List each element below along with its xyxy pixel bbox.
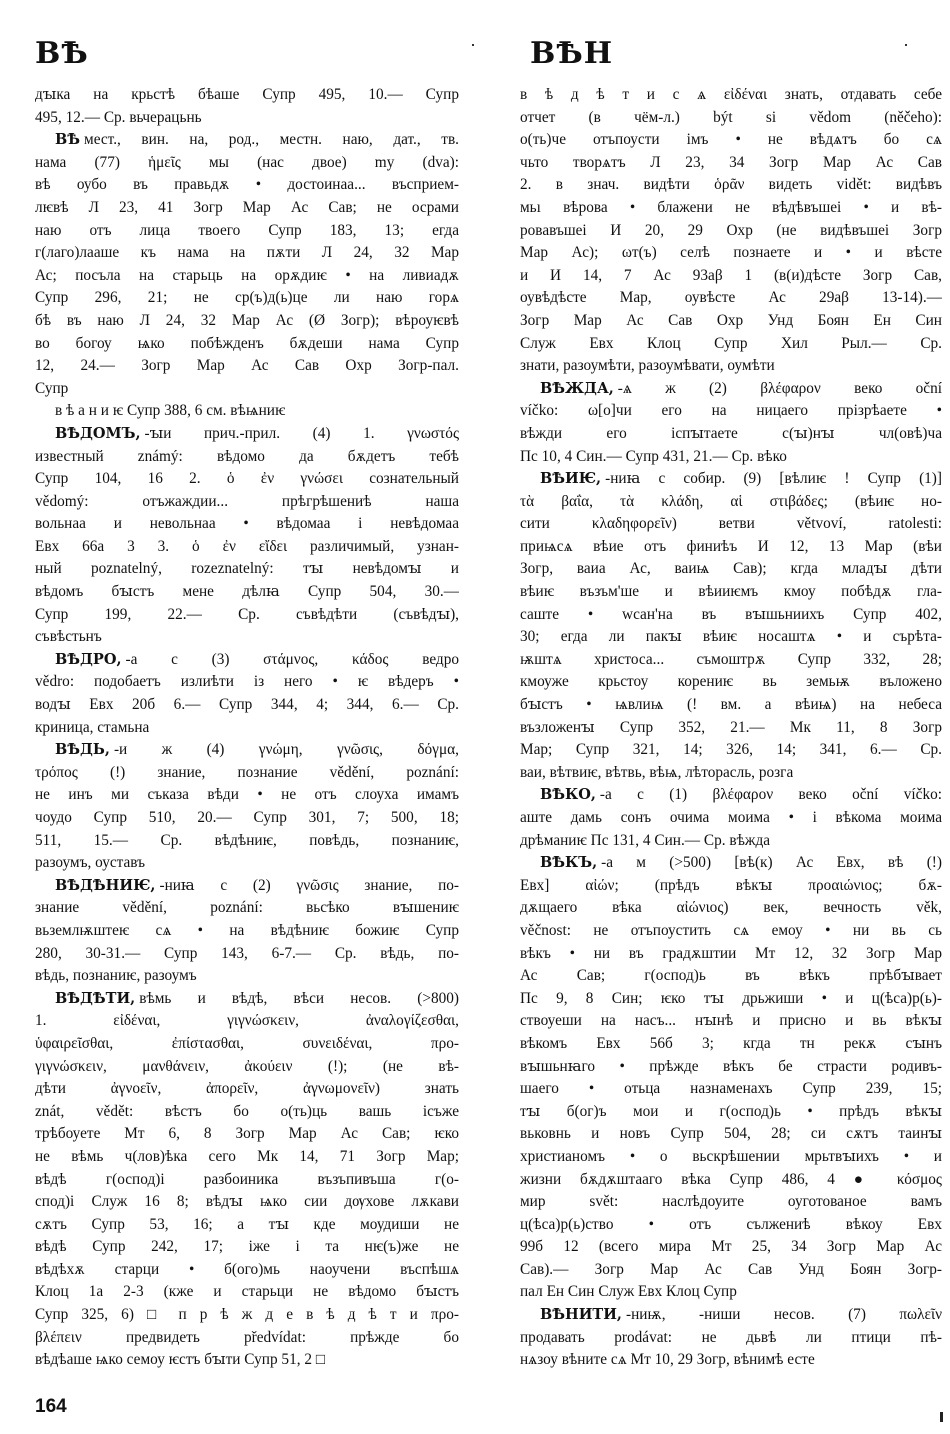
line-text: знати, разоумѣти, разоумѣвати, оумѣти	[520, 357, 775, 375]
text-line	[35, 852, 459, 875]
line-text: мест., вин. на, род., местн. наю, дат., тв.	[84, 131, 459, 149]
text-line	[35, 965, 459, 988]
line-text: вѣдомъ бꙑстъ мене дѣлꙗ Супр 504, 30.—	[35, 583, 459, 601]
dictionary-entry	[520, 378, 942, 468]
line-text: дѣти ἀγνοεῖν, ἀπορεῖν, ἀγνωμονεῖν) знать	[35, 1080, 459, 1098]
line-text: 511, 15.— Ср. вѣдѣниѥ, повѣдь, познаниѥ,	[35, 831, 459, 849]
line-text: -ниꙗ с (2) γνῶσις знание, по-	[159, 876, 459, 894]
line-text: Ас Сав; г(оспод)ь въ вѣкъ прѣбꙑвает	[520, 967, 942, 985]
text-line	[520, 558, 942, 581]
text-line	[35, 129, 459, 152]
text-line	[520, 852, 942, 875]
headword: ВѢДРО,	[55, 650, 122, 668]
text-line	[35, 717, 459, 740]
text-line	[35, 265, 459, 288]
text-line	[520, 1010, 942, 1033]
dictionary-entry	[35, 875, 459, 988]
line-text: 2. в знач. видѣти ὁρᾶν видеть vidět: видѣвъ	[520, 176, 942, 194]
text-line	[35, 197, 459, 220]
line-text: вѣдѣ Супр 242, 17; іже і та нѥ(ъ)же не	[35, 1238, 459, 1256]
text-line	[35, 1327, 459, 1350]
headword: ВѢДЬ,	[55, 741, 110, 759]
line-text: Супр 325, 6) □ п р ѣ ж д е в ѣ д ѣ т и προ-	[35, 1306, 459, 1324]
line-text: нѧзоу вѣните сѧ Мт 10, 29 Зогр, вѣнимѣ есте	[520, 1351, 815, 1369]
text-line	[35, 1101, 459, 1124]
text-line	[520, 84, 942, 107]
entry-text	[35, 84, 459, 129]
text-line	[35, 107, 459, 130]
line-text: отчет (в чём-л.) být si vědom (něčeho):	[520, 108, 942, 126]
text-line	[35, 400, 459, 423]
text-line	[35, 1056, 459, 1079]
line-text: приѩсѧ вѣие отъ финиѣъ И 12, 13 Мар (вѣи	[520, 537, 942, 555]
text-line	[35, 1259, 459, 1282]
text-line	[35, 626, 459, 649]
line-text: Пс 10, 4 Син.— Супр 431, 21.— Ср. вѣко	[520, 447, 787, 465]
line-text: víčko: ω[о]чи его на ницаего прізрѣаете •	[520, 402, 942, 420]
headword: ВѢ	[55, 131, 81, 149]
page-number: 164	[35, 1396, 67, 1417]
line-text: вѣдѣаше ѩко семоу ѥстъ бꙑти Супр 51, 2 □	[35, 1351, 326, 1369]
line-text: -ꙑи прич.-прил. (4) 1. γνωστός	[144, 424, 459, 442]
text-line	[35, 423, 459, 446]
line-text: бꙑстъ • ѩвлиѩ (! вм. а вѣиѩ) на небеса	[520, 696, 942, 714]
text-line	[520, 220, 942, 243]
line-text: Служ Евх Клоц Супр Хил Рыл.— Ср.	[520, 334, 942, 352]
line-text: дрѣманиѥ Пс 131, 4 Син.— Ср. вѣжда	[520, 831, 771, 849]
line-text: 1. εἰδέναι, γιγνώσκειν, ἀναλογίζεσθαι,	[35, 1012, 459, 1030]
line-text: спод)і Служ 16 8; вѣдꙑ ѩко сии дѹхове лѫкави	[35, 1193, 459, 1211]
right-column	[520, 84, 942, 1372]
line-text: -ниꙗ с собир. (9) [вѣлиѥ ! Супр (1)]	[605, 470, 942, 488]
line-text: криница, стамьна	[35, 718, 150, 736]
text-line	[520, 649, 942, 672]
text-line	[520, 897, 942, 920]
text-line	[35, 310, 459, 333]
text-line	[35, 830, 459, 853]
text-line	[35, 875, 459, 898]
dictionary-entry	[35, 988, 459, 1372]
line-text: сити κλαδηφορεῖν) ветви větvoví, ratolesti:	[520, 515, 942, 533]
text-line	[35, 333, 459, 356]
line-text: трѣбоуете Мт 6, 8 Зогр Мар Ас Сав; ѥко	[35, 1125, 459, 1143]
text-line	[35, 739, 459, 762]
line-text: вьземлѭштеѥ сѧ • на вѣдѣниѥ божиѥ Супр	[35, 921, 459, 939]
text-line	[520, 1033, 942, 1056]
line-text: кмоуже крьстоу корениѥ вь земьѭ въложено	[520, 673, 942, 691]
line-text: γιγνώσκειν, μανθάνειν, ἀκούειν (!); (не вѣ-	[35, 1057, 459, 1075]
running-head-right: ВѢН	[530, 36, 614, 71]
text-line	[520, 310, 942, 333]
dictionary-entry	[520, 468, 942, 784]
line-text: мир svět: наслѣдоуите оуготованое вамъ	[520, 1193, 942, 1211]
line-text: вѣдѣхѫ старци • б(ого)мь наоучени въспѣшѧ	[35, 1260, 459, 1278]
headword: ВѢКЪ,	[540, 854, 598, 872]
text-line	[520, 536, 942, 559]
line-text: не инъ ми съказа вѣди • не отъ слоуха имамъ	[35, 786, 459, 804]
line-text: вѣмь и вѣдѣ, вѣси несов. (>800)	[139, 989, 459, 1007]
line-text: 30; егда ли пакꙑ вѣиѥ носаштѧ • и сърѣта-	[520, 628, 942, 646]
line-text: -ѧ ж (2) βλέφαρον веко oční	[617, 379, 942, 397]
text-line	[520, 197, 942, 220]
text-line	[35, 649, 459, 672]
line-text: мьı вѣрова • блажени не вѣдѣвъшеі • и вѣ-	[520, 198, 942, 216]
dictionary-entry	[35, 423, 459, 649]
text-line	[520, 694, 942, 717]
text-line	[520, 581, 942, 604]
text-line	[520, 739, 942, 762]
text-line	[35, 446, 459, 469]
line-text: вѣдь, познаниѥ, разоумъ	[35, 967, 197, 985]
text-line	[35, 468, 459, 491]
line-text: вольнаа и невольнаа • вѣдомаа і невѣдомаа	[35, 515, 459, 533]
line-text: дѫщаего вѣка αἰώνιος) век, вечность věk,	[520, 899, 942, 917]
line-text: жизни бѫдѫштааго вѣка Супр 486, 4 ● κόσμος	[520, 1170, 942, 1188]
text-line	[35, 988, 459, 1011]
headword: ВѢКО,	[540, 786, 596, 804]
line-text: -ниѭ, -ниши несов. (7) πωλεῖν	[625, 1306, 942, 1324]
line-text: и И 14, 7 Ас 93аβ 1 (в(и)дѣсте Зогр Сав,	[520, 266, 942, 284]
text-line	[520, 265, 942, 288]
line-text: znát, vědět: вѣстъ бо о(ть)ць вашь ісъже	[35, 1102, 459, 1120]
line-text: христианомъ • о вьскрѣшении мрьтвꙑихъ • и	[520, 1147, 942, 1165]
text-line	[520, 762, 942, 785]
line-text: лѥвѣ Л 23, 41 Зогр Мар Ас Сав; не осрами	[35, 198, 459, 216]
line-text: 495, 12.— Ср. вьчерацьнь	[35, 108, 202, 126]
line-text: Клоц 1а 2-3 (кже и старьци не вѣдомо бꙑстъ	[35, 1283, 459, 1301]
line-text: пал Ен Син Служ Евх Клоц Супр	[520, 1283, 737, 1301]
line-text: разоумъ, оуставъ	[35, 854, 146, 872]
line-text: ѭштѧ христоса... съмоштрѫ Супр 332, 28;	[520, 650, 942, 668]
line-text: чьто творѧтъ Л 23, 34 Зогр Мар Ас Сав	[520, 153, 942, 171]
line-text: -а с (1) βλέφαρον веко oční víčko:	[599, 786, 942, 804]
text-line	[35, 581, 459, 604]
text-line	[35, 536, 459, 559]
line-text: тꙑ б(ог)ъ мои и г(оспод)ь • прѣдъ вѣкꙑ	[520, 1102, 942, 1120]
line-text: вьковнь и новъ Супр 504, 28; си сѫтъ таинꙑ	[520, 1125, 942, 1143]
line-text: ὑφαιρεῖσθαι, ἐπίστασθαι, συνειδέναι, προ-	[35, 1034, 459, 1052]
line-text: ствоуеши на насъ... нꙑнѣ и присно и вь вѣкꙑ	[520, 1012, 942, 1030]
dictionary-entry	[520, 784, 942, 852]
headword: ВѢНИТИ,	[540, 1306, 622, 1324]
text-line	[520, 355, 942, 378]
text-line	[35, 1349, 459, 1372]
text-line	[35, 1078, 459, 1101]
text-line	[520, 423, 942, 446]
line-text: τρόπος (!) знание, познание vědění, poznání:	[35, 763, 459, 781]
text-line	[35, 513, 459, 536]
line-text: Супр 199, 22.— Ср. съвѣдѣти (съвѣдꙑ),	[35, 605, 459, 623]
dictionary-entry	[35, 649, 459, 739]
line-text: водꙑ Евх 20б 6.— Супр 344, 4; 344, 6.— Ср.	[35, 696, 459, 714]
line-text: Супр 104, 16 2. ὁ ἐν γνώσει сознательный	[35, 470, 459, 488]
line-text: о(ть)че отъпоусти імъ • не вѣдѧтъ бо сѧ	[520, 131, 942, 149]
text-line	[520, 604, 942, 627]
line-text: ваи, вѣтвиѥ, вѣтвь, вѣѩ, лѣторасль, розга	[520, 763, 794, 781]
dictionary-entry	[35, 129, 459, 400]
line-text: г(лаго)лааше къ нама на пѫти Л 24, 32 Мар	[35, 244, 459, 262]
text-line	[520, 287, 942, 310]
print-dot	[905, 44, 907, 46]
line-text: оувѣдѣсте Мар, оувѣсте Ас 29аβ 13-14).—	[520, 289, 942, 307]
text-line	[35, 491, 459, 514]
text-line	[520, 875, 942, 898]
text-line	[520, 920, 942, 943]
line-text: Мар; Супр 321, 14; 326, 14; 341, 6.— Ср.	[520, 741, 942, 759]
text-line	[35, 1236, 459, 1259]
line-text: вѣкомъ Евх 56б 3; кгда тн рекѫ сꙑнъ	[520, 1034, 942, 1052]
line-text: възложенꙑ Супр 352, 21.— Мк 11, 8 Зогр	[520, 718, 942, 736]
text-line	[520, 626, 942, 649]
text-line	[520, 491, 942, 514]
text-line	[520, 1146, 942, 1169]
print-mark	[940, 1412, 943, 1422]
text-line	[35, 174, 459, 197]
text-line	[35, 220, 459, 243]
dictionary-entry	[520, 1304, 942, 1372]
text-line	[35, 1169, 459, 1192]
text-line	[35, 604, 459, 627]
text-line	[520, 1327, 942, 1350]
text-line	[35, 807, 459, 830]
text-line	[520, 1078, 942, 1101]
line-text: вѣдѣ г(оспод)і разбоиника възъпивъша г(о-	[35, 1170, 459, 1188]
line-text: τὰ βαΐα, τὰ κλάδη, αἱ στιβάδες; (вѣиѥ но-	[520, 492, 942, 510]
text-line	[520, 1191, 942, 1214]
text-line	[35, 1281, 459, 1304]
line-text: чоудо Супр 510, 20.— Супр 301, 7; 500, 18;	[35, 809, 459, 826]
text-line	[520, 1101, 942, 1124]
text-line	[520, 242, 942, 265]
line-text: дꙑка на крьстѣ бѣаше Супр 495, 10.— Супр	[35, 86, 459, 103]
line-text: ц(ѣса)р(ь)ство • отъ сължениѣ вѣкоу Евх	[520, 1215, 942, 1233]
line-text: вѣ оубо въ правьдѫ • достоинаа... въсприем-	[35, 176, 459, 194]
line-text: -и ж (4) γνώμη, γνῶσις, δόγμα,	[113, 741, 459, 759]
text-line	[35, 1033, 459, 1056]
line-text: Мар Ас); ωт(ъ) селѣ познаете и • и вѣсте	[520, 244, 942, 262]
text-line	[35, 355, 459, 378]
text-line	[520, 333, 942, 356]
text-line	[35, 1191, 459, 1214]
text-line	[35, 378, 459, 401]
line-text: не вѣмь ч(лов)ѣка сего Мк 14, 71 Зогр Мар;	[35, 1147, 459, 1165]
line-text: 280, 30-31.— Супр 143, 6-7.— Ср. вѣдь, по-	[35, 944, 459, 962]
text-line	[520, 830, 942, 853]
headword: ВѢДОМЪ,	[55, 424, 141, 442]
text-line	[520, 378, 942, 401]
text-line	[35, 84, 459, 107]
text-line	[520, 400, 942, 423]
line-text: известный známý: вѣдомо да бѫдетъ тебѣ	[35, 447, 459, 465]
line-text: вѣжди его іспꙑтаете с(ꙑ)нꙑ чл(овѣ)ча	[520, 424, 942, 442]
line-text: věčnost: не отъпоустить сѧ емоу • ни вь сь	[520, 921, 942, 939]
text-line	[520, 807, 942, 830]
headword: ВѢДѢТИ,	[55, 989, 136, 1007]
line-text: 99б 12 (всего мира Мт 25, 34 Зогр Мар Ас	[520, 1238, 942, 1256]
line-text: сѫтъ Супр 53, 16; а тꙑ кде моудиши не	[35, 1215, 459, 1233]
text-line	[520, 1169, 942, 1192]
headword: ВѢИѤ,	[540, 470, 602, 488]
line-text: шаего • отьца назнаменахъ Супр 239, 15;	[520, 1080, 942, 1098]
entry-text	[35, 400, 459, 423]
text-line	[520, 174, 942, 197]
text-line	[35, 558, 459, 581]
line-text: наю отъ лица твоего Супр 183, 13; егда	[35, 221, 459, 239]
text-line	[35, 287, 459, 310]
line-text: βλέπειν предвидеть předvídat: прѣжде бо	[35, 1328, 459, 1346]
line-text: Супр 296, 21; не ср(ъ)д(ь)це ли наю горѧ	[35, 289, 459, 307]
line-text: Супр	[35, 379, 69, 397]
line-text: vědomý: отъжаждии... прѣгрѣшениѣ наша	[35, 492, 459, 510]
line-text: аште дамь сонъ очима моима • і вѣкома моима	[520, 809, 942, 826]
line-text: vědro: подобаетъ излиѣти із него • ѥ вѣдеръ •	[35, 673, 459, 691]
text-line	[35, 1146, 459, 1169]
line-text: знание vědění, poznání: вьсѣко вꙑшениѥ	[35, 899, 459, 917]
entry-text	[520, 84, 942, 378]
text-line	[520, 107, 942, 130]
text-line	[520, 965, 942, 988]
text-line	[520, 468, 942, 491]
headword: ВѢДѢНИѤ,	[55, 876, 156, 894]
line-text: -а с (3) στάμνος, κάδος ведро	[125, 650, 459, 668]
left-column	[35, 84, 459, 1372]
dictionary-entry	[520, 852, 942, 1304]
line-text: Зогр Мар Ас Сав Охр Унд Боян Ен Син	[520, 311, 942, 329]
text-line	[520, 1214, 942, 1237]
line-text: бѣ въ наю Л 24, 32 Мар Ас (Ø Зогр); вѣроуѥвѣ	[35, 311, 459, 329]
line-text: ровавъшеі И 20, 29 Охр (не видѣвъшеі Зогр	[520, 221, 942, 239]
line-text: в ѣ а н и ѥ Супр 388, 6 см. вѣѩниѥ	[55, 402, 286, 420]
headword: ВѢЖДА,	[540, 379, 614, 397]
line-text: Евх 66а 3 3. ὁ ἐν εἴδει различимый, узнан-	[35, 537, 459, 555]
text-line	[520, 152, 942, 175]
text-line	[520, 1259, 942, 1282]
line-text: ный poznatelný, rozeznatelný: тꙑ невѣдомꙑ и	[35, 560, 459, 578]
text-line	[520, 717, 942, 740]
text-line	[520, 943, 942, 966]
line-text: -а м (>500) [вѣ(к) Ас Евх, вѣ (!)	[601, 854, 942, 872]
line-text: продавать prodávat: не дьвѣ ли птици пѣ-	[520, 1328, 942, 1346]
text-line	[520, 513, 942, 536]
text-line	[520, 1304, 942, 1327]
line-text: Сав).— Зогр Мар Ас Сав Унд Боян Зогр-	[520, 1260, 942, 1278]
line-text: нама (77) ἡμεῖς мы (нас двое) my (dva):	[35, 153, 459, 171]
line-text: 12, 24.— Зогр Мар Ас Сав Охр Зогр-пал.	[35, 357, 459, 375]
line-text: съвѣстьнъ	[35, 628, 102, 646]
text-line	[35, 671, 459, 694]
text-line	[520, 1056, 942, 1079]
text-line	[520, 1123, 942, 1146]
line-text: Пс 9, 8 Син; ѥко тꙑ дрьжиши • и ц(ѣса)р(ь)-	[520, 989, 942, 1007]
text-line	[520, 1349, 942, 1372]
text-line	[520, 446, 942, 469]
text-line	[35, 943, 459, 966]
text-line	[35, 897, 459, 920]
line-text: Ас; посъла на старьць на орѫдиѥ • на ливиадѫ	[35, 266, 459, 284]
text-line	[35, 152, 459, 175]
text-line	[35, 762, 459, 785]
text-line	[35, 1304, 459, 1327]
running-head-left: ВѢ	[35, 36, 89, 71]
text-line	[520, 988, 942, 1011]
text-line	[520, 784, 942, 807]
line-text: во богоу ѩко побѣжденъ бѫдеши нама Супр	[35, 334, 459, 352]
line-text: вꙑшьнꙗго • прѣжде вѣкъ бе страсти родивъ-	[520, 1057, 942, 1075]
line-text: вѣкъ • ни въ градѫштии Мт 12, 32 Зогр Мар	[520, 944, 942, 962]
line-text: Евх] αἰών; (прѣдъ вѣкꙑ προαιώνιος; бѫ-	[520, 876, 942, 894]
text-line	[35, 242, 459, 265]
line-text: Зогр, ваиа Ас, ваиѩ Сав); кгда младꙑ дѣти	[520, 560, 942, 578]
line-text: саште • wсан'на въ вꙑшьниихъ Супр 402,	[520, 605, 942, 623]
line-text: в ѣ д ѣ т и с ѧ εἰδέναι знать, отдавать себе	[520, 86, 942, 103]
text-line	[35, 1123, 459, 1146]
print-dot	[472, 44, 474, 46]
text-line	[35, 920, 459, 943]
text-line	[35, 784, 459, 807]
text-line	[520, 1236, 942, 1259]
text-line	[35, 1010, 459, 1033]
text-line	[520, 129, 942, 152]
line-text: вѣиѥ възъм'ше и вѣииѥмъ кмоу побѣдѫ гла-	[520, 583, 942, 601]
text-line	[520, 671, 942, 694]
text-line	[35, 694, 459, 717]
dictionary-entry	[35, 739, 459, 875]
text-line	[520, 1281, 942, 1304]
text-line	[35, 1214, 459, 1237]
